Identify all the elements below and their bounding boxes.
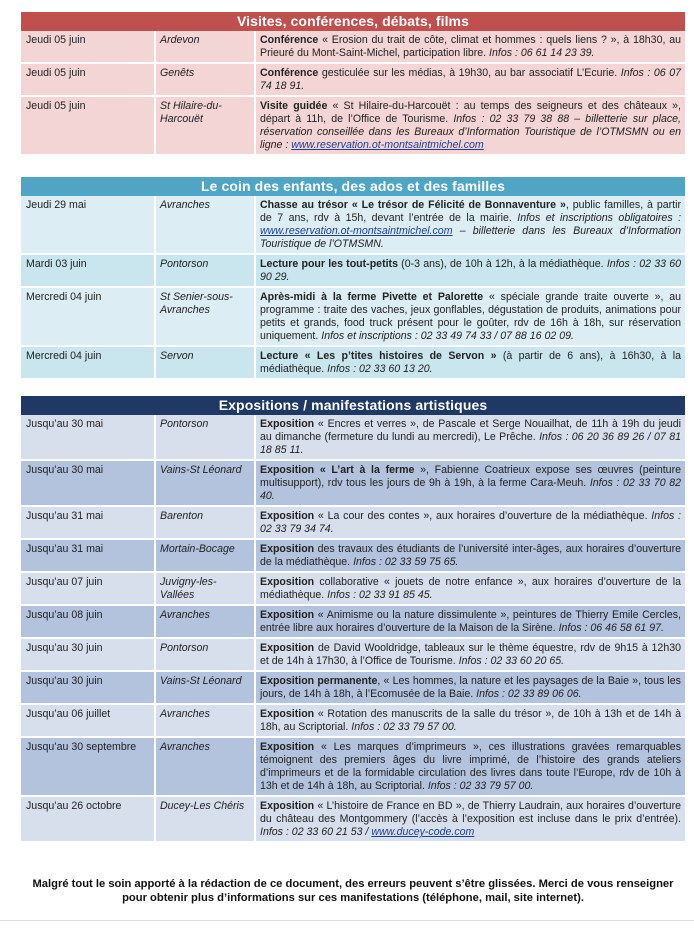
event-date: Mercredi 04 juin	[21, 347, 156, 380]
event-date: Jusqu’au 30 mai	[21, 415, 156, 461]
event-heading: Exposition « L’art à la ferme	[260, 464, 415, 476]
event-date: Jusqu’au 30 juin	[21, 639, 156, 672]
events-table	[21, 415, 685, 843]
event-date: Jusqu’au 31 mai	[21, 507, 156, 540]
event-place: Barenton	[156, 507, 256, 540]
event-row	[21, 672, 685, 705]
event-text: Infos : 02 33 79 57 00.	[427, 780, 534, 792]
event-description	[256, 97, 685, 156]
event-text: « La cour des contes », aux horaires d’ouverture de la médiathèque.	[314, 510, 652, 522]
event-place: St Hilaire-du-Harcouët	[156, 97, 256, 156]
event-text: « Animisme ou la nature dissimulente », peintures de Thierry Emile Cercles, entrée libre aux horaires d’ouverture de la Maison de la Sirène.	[260, 609, 681, 634]
event-date: Jusqu’au 31 mai	[21, 540, 156, 573]
event-description	[256, 672, 685, 705]
event-description	[256, 255, 685, 288]
event-text: Infos : 02 33 89 06 06.	[476, 688, 582, 700]
section-title: Le coin des enfants, des ados et des familles	[21, 177, 685, 196]
event-row	[21, 415, 685, 461]
event-date: Jusqu’au 30 juin	[21, 672, 156, 705]
event-link[interactable]: www.reservation.ot-montsaintmichel.com	[260, 225, 453, 237]
event-description	[256, 797, 685, 843]
event-heading: Visite guidée	[260, 100, 328, 112]
event-row	[21, 347, 685, 380]
event-text: Infos : 06 61 14 23 39.	[489, 47, 595, 59]
event-row	[21, 196, 685, 255]
event-link[interactable]: www.reservation.ot-montsaintmichel.com	[291, 139, 484, 151]
event-heading: Lecture « Les p’tites histoires de Servon »	[260, 350, 497, 362]
event-text: de David Wooldridge, tableaux sur le thème équestre, rdv de 9h15 à 12h30 et de 14h à 17h30, à l’Office de Tourisme.	[260, 642, 681, 667]
event-row	[21, 705, 685, 738]
event-place: Avranches	[156, 196, 256, 255]
event-date: Mardi 03 juin	[21, 255, 156, 288]
events-table	[21, 196, 685, 380]
event-heading: Exposition	[260, 642, 315, 654]
event-text: « Erosion du trait de côte, climat et hommes : quels liens ? », à 18h30, au Prieuré du Mont-Saint-Michel, participation libre.	[260, 34, 681, 59]
event-place: Genêts	[156, 64, 256, 97]
event-description	[256, 196, 685, 255]
event-place: Mortain-Bocage	[156, 540, 256, 573]
event-text: , public familles, à partir de 7 ans, rdv à 15h, devant l’entrée de la mairie.	[260, 199, 681, 224]
event-row	[21, 31, 685, 64]
event-description	[256, 64, 685, 97]
event-place: Vains-St Léonard	[156, 672, 256, 705]
section-title: Visites, conférences, débats, films	[21, 12, 685, 31]
event-description	[256, 573, 685, 606]
event-text: Infos : 02 33 59 75 65.	[353, 556, 459, 568]
event-description	[256, 288, 685, 347]
section-spacer	[21, 156, 685, 177]
event-text: Infos et inscriptions obligatoires :	[517, 212, 682, 224]
event-text: Infos : 02 33 79 57 00.	[351, 721, 457, 733]
event-text: « St Hilaire-du-Harcouët : au temps des seigneurs et des châteaux », départ à 11h, de l’Office de Tourisme.	[260, 100, 681, 125]
event-row	[21, 288, 685, 347]
event-text: Infos : 02 33 60 13 20.	[327, 363, 433, 375]
event-place: St Senier-sous-Avranches	[156, 288, 256, 347]
event-heading: Exposition	[260, 741, 315, 753]
event-date: Mercredi 04 juin	[21, 288, 156, 347]
event-description	[256, 540, 685, 573]
event-heading: Conférence	[260, 34, 319, 46]
event-text: Infos : 06 20 36 89 26 / 07 81 18 85 11.	[260, 431, 681, 456]
event-row	[21, 573, 685, 606]
event-date: Jusqu’au 26 octobre	[21, 797, 156, 843]
event-text: , « Les hommes, la nature et les paysages de la Baie », tous les jours, de 14h à 18h, à l’Ecomusée de la Baie.	[260, 675, 681, 700]
event-place: Avranches	[156, 738, 256, 797]
event-row	[21, 461, 685, 507]
event-text: Infos : 02 33 79 38 88 – billetterie sur place, réservation conseillée dans les Bureaux d’Information Touristique de l’OTMSMN ou en ligne :	[260, 113, 682, 151]
event-description	[256, 705, 685, 738]
event-place: Ardevon	[156, 31, 256, 64]
event-heading: Conférence	[260, 67, 319, 79]
event-date: Jusqu’au 06 juillet	[21, 705, 156, 738]
event-place: Ducey-Les Chéris	[156, 797, 256, 843]
event-description	[256, 461, 685, 507]
event-text: (0-3 ans), de 10h à 12h, à la médiathèque.	[397, 258, 607, 270]
event-row	[21, 738, 685, 797]
event-text: », Fabienne Coatrieux expose ses œuvres (peinture multisupport), rdv tous les jours de 9h à 19h, à la ferme Cara-Meuh.	[260, 464, 681, 489]
event-place: Avranches	[156, 606, 256, 639]
event-text: Infos : 02 33 60 21 53 /	[260, 826, 372, 838]
event-text: « spéciale grande traite ouverte », au programme : traite des vaches, jeux gonflables, dégustation de produits, animations pour petits et grands, food truck présent pour le goûter, rdv de 16h à 18h, sur réservation uniquement.	[260, 291, 681, 342]
event-heading: Exposition	[260, 708, 315, 720]
event-description	[256, 606, 685, 639]
event-heading: Exposition	[260, 800, 315, 812]
event-description	[256, 507, 685, 540]
event-heading: Exposition	[260, 510, 315, 522]
event-heading: Exposition	[260, 543, 315, 555]
event-heading: Chasse au trésor « Le trésor de Félicité de Bonnaventure »	[260, 199, 566, 211]
event-date: Jusqu’au 30 mai	[21, 461, 156, 507]
event-link[interactable]: www.ducey-code.com	[371, 826, 475, 838]
event-text: Infos : 02 33 79 34 74.	[260, 510, 681, 535]
event-text: « Encres et verres », de Pascale et Serge Nouailhat, de 11h à 19h du jeudi au dimanche (fermeture du lundi au mercredi), Le Prêche.	[260, 418, 681, 443]
event-date: Jusqu’au 07 juin	[21, 573, 156, 606]
event-text: (à partir de 6 ans), à 16h30, à la médiathèque.	[260, 350, 681, 375]
section-expositions	[21, 396, 685, 843]
section-enfants	[21, 177, 685, 380]
section-spacer	[21, 380, 685, 396]
page-edge-divider	[0, 920, 694, 921]
event-row	[21, 797, 685, 843]
event-description	[256, 347, 685, 380]
event-row	[21, 540, 685, 573]
event-text: Infos : 02 33 70 82 40.	[260, 477, 681, 502]
event-row	[21, 255, 685, 288]
section-title: Expositions / manifestations artistiques	[21, 396, 685, 415]
event-place: Vains-St Léonard	[156, 461, 256, 507]
event-place: Pontorson	[156, 255, 256, 288]
event-row	[21, 606, 685, 639]
event-text: – billetterie dans les Bureaux d’Information Touristique de l’OTMSMN.	[260, 225, 681, 250]
event-text: Infos : 02 33 60 20 65.	[458, 655, 565, 667]
event-row	[21, 64, 685, 97]
event-date: Jusqu’au 30 septembre	[21, 738, 156, 797]
event-place: Pontorson	[156, 415, 256, 461]
event-row	[21, 507, 685, 540]
section-visites	[21, 12, 685, 156]
event-place: Pontorson	[156, 639, 256, 672]
event-heading: Exposition	[260, 609, 315, 621]
event-description	[256, 738, 685, 797]
event-text: « L’histoire de France en BD », de Thierry Laudrain, aux horaires d’ouverture du château des Montgommery (l’accès à l’exposition est incluse dans le prix d’entrée).	[260, 800, 681, 825]
event-text: des travaux des étudiants de l’université inter-âges, aux horaires d’ouverture de la médiathèque.	[260, 543, 681, 568]
event-text: Infos et inscriptions : 02 33 49 74 33 / 07 88 16 02 09.	[321, 330, 574, 342]
event-heading: Exposition permanente	[260, 675, 378, 687]
event-date: Jeudi 05 juin	[21, 31, 156, 64]
event-text: Infos : 06 46 58 61 97.	[558, 622, 664, 634]
event-date: Jeudi 05 juin	[21, 97, 156, 156]
event-text: collaborative « jouets de notre enfance », aux horaires d’ouverture de la médiathèque.	[260, 576, 681, 601]
event-text: « Rotation des manuscrits de la salle du trésor », de 10h à 13h et de 14h à 18h, au Scriptorial.	[260, 708, 681, 733]
event-description	[256, 415, 685, 461]
event-text: gesticulée sur les médias, à 19h30, au bar associatif L’Ecurie.	[318, 67, 621, 79]
event-place: Servon	[156, 347, 256, 380]
event-heading: Exposition	[260, 418, 315, 430]
event-agenda	[21, 12, 685, 843]
event-text: Infos : 02 33 60 90 29.	[260, 258, 681, 283]
event-date: Jusqu’au 08 juin	[21, 606, 156, 639]
event-date: Jeudi 29 mai	[21, 196, 156, 255]
event-heading: Exposition	[260, 576, 315, 588]
event-place: Juvigny-les-Vallées	[156, 573, 256, 606]
event-place: Avranches	[156, 705, 256, 738]
event-text: Infos : 06 07 74 18 91.	[260, 67, 681, 92]
event-date: Jeudi 05 juin	[21, 64, 156, 97]
event-text: « Les marques d’imprimeurs », ces illustrations gravées remarquables témoignent des premiers âges du livre imprimé, de l’histoire des grands ateliers d’imprimeurs et de la formidable circulation des livres dans toute l’Europe, rdv de 10h à 13h et de 14h à 18h, au Scriptorial.	[260, 741, 681, 792]
event-text: Infos : 02 33 91 85 45.	[327, 589, 433, 601]
events-table	[21, 31, 685, 156]
event-description	[256, 639, 685, 672]
event-heading: Après-midi à la ferme Pivette et Palorette	[260, 291, 484, 303]
disclaimer-footer: Malgré tout le soin apporté à la rédaction de ce document, des erreurs peuvent s’être glissées. Merci de vous renseigner pour obtenir plus d’informations sur ces manifestations (téléphone, mail, site internet).	[32, 878, 674, 904]
event-row	[21, 639, 685, 672]
event-heading: Lecture pour les tout-petits	[260, 258, 398, 270]
event-row	[21, 97, 685, 156]
event-description	[256, 31, 685, 64]
